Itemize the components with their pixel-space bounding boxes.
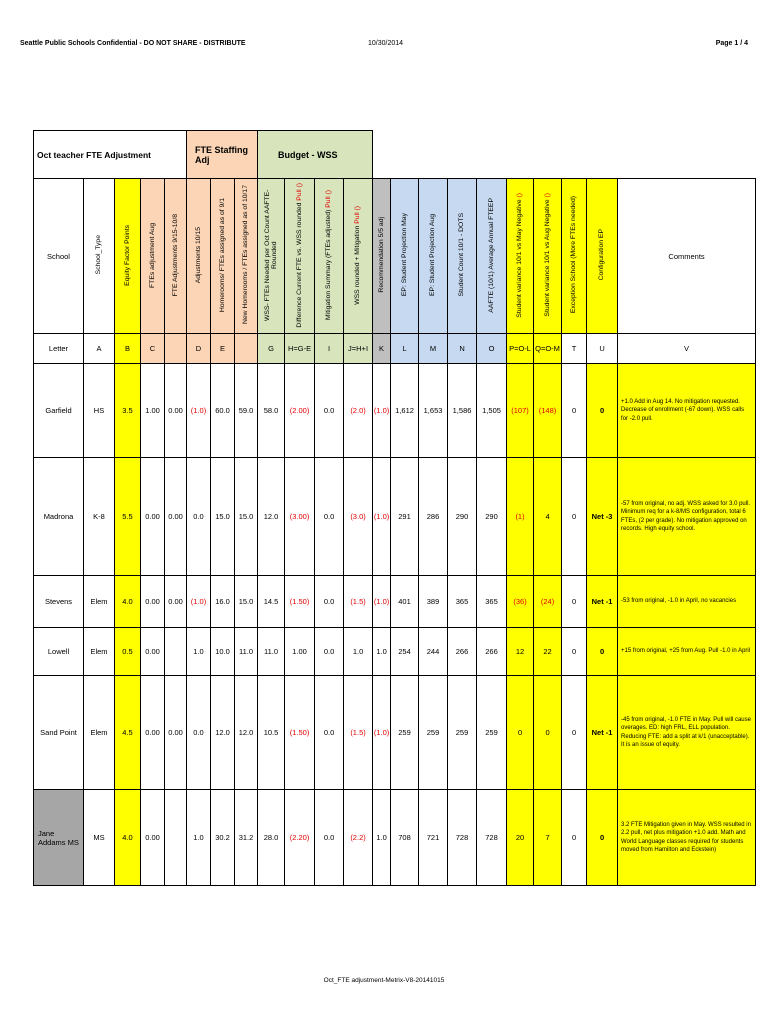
- header-k-label: Recommendation 5/5 adj: [377, 217, 385, 293]
- cell-p: 0: [507, 676, 534, 790]
- cell-n: 266: [448, 628, 477, 676]
- table-title: Oct teacher FTE Adjustment: [34, 131, 187, 179]
- header-c2-label: FTE Adjustments 9/15-10/8: [171, 213, 179, 297]
- header-h: [285, 179, 315, 334]
- cell-t: 0: [562, 364, 587, 458]
- cell-q: 0: [534, 676, 562, 790]
- cell-n: 1,586: [448, 364, 477, 458]
- cell-type: HS: [84, 364, 115, 458]
- blank-header-space: [373, 131, 756, 179]
- cell-comment: -45 from original, -1.0 FTE in May. Pull will cause overages. ED: high FRL, ELL population. Reducing FTE: add a split at k/1 (unacceptable). It is an issue of equity.: [618, 676, 756, 790]
- header-n-label: Student Count 10/1 - DOTS: [458, 213, 466, 297]
- cell-school: Sand Point: [34, 676, 84, 790]
- header-h-pull: Pull (): [295, 182, 303, 201]
- cell-i: 0.0: [315, 790, 344, 886]
- cell-n: 365: [448, 576, 477, 628]
- letter-cell: B: [115, 334, 141, 364]
- letter-cell: Letter: [34, 334, 84, 364]
- cell-e2: 15.0: [235, 576, 258, 628]
- letter-cell: E: [211, 334, 235, 364]
- header-school-label: School: [47, 251, 70, 261]
- header-q: [534, 179, 562, 334]
- table-row: [34, 676, 756, 790]
- cell-j: (1.5): [344, 676, 373, 790]
- letter-cell: H=G-E: [285, 334, 315, 364]
- cell-o: 290: [477, 458, 507, 576]
- header-type-label: School_Type: [95, 235, 103, 275]
- cell-l: 291: [391, 458, 419, 576]
- header-j-pull: Pull (): [354, 205, 362, 224]
- letters-row: [34, 334, 756, 364]
- cell-k: (1.0): [373, 676, 391, 790]
- cell-e2: 31.2: [235, 790, 258, 886]
- cell-p: 20: [507, 790, 534, 886]
- cell-t: 0: [562, 676, 587, 790]
- cell-school: Stevens: [34, 576, 84, 628]
- cell-e2: 15.0: [235, 458, 258, 576]
- header-d-label: Adjustments 10/15: [194, 226, 202, 284]
- header-u: [587, 179, 618, 334]
- letter-cell: [165, 334, 187, 364]
- cell-m: 389: [419, 576, 448, 628]
- header-school: [34, 179, 84, 334]
- table-row: [34, 458, 756, 576]
- cell-h: (1.50): [285, 676, 315, 790]
- cell-m: 286: [419, 458, 448, 576]
- confidential-notice: Seattle Public Schools Confidential - DO NOT SHARE - DISTRIBUTE: [20, 40, 246, 47]
- cell-k: (1.0): [373, 576, 391, 628]
- header-e2: [235, 179, 258, 334]
- cell-o: 728: [477, 790, 507, 886]
- cell-e: 16.0: [211, 576, 235, 628]
- table-row: [34, 790, 756, 886]
- cell-e2: 59.0: [235, 364, 258, 458]
- cell-d: (1.0): [187, 576, 211, 628]
- header-type: [84, 179, 115, 334]
- cell-t: 0: [562, 628, 587, 676]
- cell-c: 0.00: [141, 628, 165, 676]
- cell-j: (2.2): [344, 790, 373, 886]
- header-q-text: Student variance 10/1 vs Aug Negative: [543, 197, 551, 317]
- cell-type: MS: [84, 790, 115, 886]
- header-p-paren: (): [516, 192, 524, 198]
- cell-equity: 3.5: [115, 364, 141, 458]
- cell-c2: [165, 628, 187, 676]
- letter-cell: D: [187, 334, 211, 364]
- cell-u: 0: [587, 364, 618, 458]
- header-g: [258, 179, 285, 334]
- cell-e: 12.0: [211, 676, 235, 790]
- header-j-label: [354, 206, 361, 305]
- header-k: [373, 179, 391, 334]
- header-u-label: Configuration EP: [598, 229, 606, 281]
- cell-p: (36): [507, 576, 534, 628]
- header-m: [419, 179, 448, 334]
- header-e-label: Homerooms/ FTEs assigned as of 9/1: [218, 197, 226, 313]
- cell-j: (2.0): [344, 364, 373, 458]
- cell-c: 0.00: [141, 576, 165, 628]
- cell-e: 30.2: [211, 790, 235, 886]
- letter-cell: I: [315, 334, 344, 364]
- header-t-label: Exception School (More FTEs needed): [570, 196, 578, 314]
- cell-k: (1.0): [373, 458, 391, 576]
- cell-g: 14.5: [258, 576, 285, 628]
- cell-h: (3.00): [285, 458, 315, 576]
- cell-g: 10.5: [258, 676, 285, 790]
- cell-n: 259: [448, 676, 477, 790]
- table-row: [34, 628, 756, 676]
- letter-cell: U: [587, 334, 618, 364]
- cell-u: Net -3: [587, 458, 618, 576]
- cell-m: 259: [419, 676, 448, 790]
- cell-equity: 5.5: [115, 458, 141, 576]
- header-v: [618, 179, 756, 334]
- letter-cell: O: [477, 334, 507, 364]
- fte-adjustment-table: [33, 130, 756, 886]
- cell-comment: 3.2 FTE Mitigation given in May. WSS resulted in 2.2 pull, net plus mitigation +1.0 add. Math and World Language classes required for students moved from Hamilton and Eckstein): [618, 790, 756, 886]
- header-equity: [115, 179, 141, 334]
- letter-cell: N: [448, 334, 477, 364]
- header-q-paren: (): [543, 193, 551, 198]
- cell-e2: 11.0: [235, 628, 258, 676]
- cell-k: (1.0): [373, 364, 391, 458]
- cell-q: 4: [534, 458, 562, 576]
- cell-e: 10.0: [211, 628, 235, 676]
- cell-h: 1.00: [285, 628, 315, 676]
- header-h-text: Difference Current FTE vs. WSS rounded: [295, 200, 303, 328]
- letter-cell: C: [141, 334, 165, 364]
- cell-t: 0: [562, 576, 587, 628]
- cell-c2: 0.00: [165, 458, 187, 576]
- cell-o: 259: [477, 676, 507, 790]
- header-n: [448, 179, 477, 334]
- cell-u: 0: [587, 790, 618, 886]
- cell-g: 58.0: [258, 364, 285, 458]
- cell-u: 0: [587, 628, 618, 676]
- cell-school: Jane Addams MS: [34, 790, 84, 886]
- cell-q: (24): [534, 576, 562, 628]
- column-header-row: [34, 179, 756, 334]
- header-o-label: AAFTE (10/1) Average Annual FTEEP: [487, 197, 495, 313]
- header-i-label: [325, 190, 332, 320]
- header-d: [187, 179, 211, 334]
- cell-i: 0.0: [315, 458, 344, 576]
- cell-comment: -57 from original, no adj. WSS asked for 3.0 pull. Minimum req for a k-8/MS configuration, total 6 FTEs, (2 per grade). No mitigation approved on records. High equity school.: [618, 458, 756, 576]
- cell-type: Elem: [84, 576, 115, 628]
- cell-equity: 0.5: [115, 628, 141, 676]
- cell-k: 1.0: [373, 628, 391, 676]
- cell-t: 0: [562, 458, 587, 576]
- cell-q: 7: [534, 790, 562, 886]
- cell-equity: 4.5: [115, 676, 141, 790]
- cell-t: 0: [562, 790, 587, 886]
- header-q-label: [544, 193, 551, 317]
- letter-cell: K: [373, 334, 391, 364]
- header-g-label: WSS- FTEs Needed per Oct Count AAFTE-Rounded: [263, 189, 279, 321]
- cell-c: 1.00: [141, 364, 165, 458]
- letter-cell: A: [84, 334, 115, 364]
- cell-h: (2.20): [285, 790, 315, 886]
- header-p: [507, 179, 534, 334]
- cell-e: 60.0: [211, 364, 235, 458]
- header-t: [562, 179, 587, 334]
- cell-school: Lowell: [34, 628, 84, 676]
- cell-comment: +15 from original, +25 from Aug. Pull -1.0 in April: [618, 628, 756, 676]
- header-i: [315, 179, 344, 334]
- cell-l: 254: [391, 628, 419, 676]
- cell-q: (148): [534, 364, 562, 458]
- letter-cell: G: [258, 334, 285, 364]
- cell-comment: -53 from original, -1.0 in April, no vacancies: [618, 576, 756, 628]
- cell-p: (107): [507, 364, 534, 458]
- cell-d: 1.0: [187, 790, 211, 886]
- header-v-label: Comments: [668, 251, 705, 261]
- cell-d: 1.0: [187, 628, 211, 676]
- cell-u: Net -1: [587, 576, 618, 628]
- table-row: [34, 364, 756, 458]
- report-date: 10/30/2014: [368, 40, 404, 47]
- cell-d: 0.0: [187, 458, 211, 576]
- header-c2: [165, 179, 187, 334]
- cell-c2: 0.00: [165, 364, 187, 458]
- cell-d: 0.0: [187, 676, 211, 790]
- cell-equity: 4.0: [115, 576, 141, 628]
- cell-e2: 12.0: [235, 676, 258, 790]
- cell-o: 266: [477, 628, 507, 676]
- cell-type: Elem: [84, 676, 115, 790]
- letter-cell: [235, 334, 258, 364]
- cell-o: 365: [477, 576, 507, 628]
- cell-g: 28.0: [258, 790, 285, 886]
- header-o: [477, 179, 507, 334]
- letter-cell: T: [562, 334, 587, 364]
- letter-cell: Q=O-M: [534, 334, 562, 364]
- cell-l: 1,612: [391, 364, 419, 458]
- cell-type: K-8: [84, 458, 115, 576]
- cell-n: 728: [448, 790, 477, 886]
- cell-j: (1.5): [344, 576, 373, 628]
- header-l-label: EP: Student Projection May: [400, 213, 408, 297]
- letter-cell: P=O-L: [507, 334, 534, 364]
- header-m-label: EP: Student Projection Aug: [429, 214, 437, 296]
- header-c: [141, 179, 165, 334]
- cell-g: 12.0: [258, 458, 285, 576]
- cell-i: 0.0: [315, 628, 344, 676]
- header-j-text: WSS rounded + Mitigation: [354, 223, 362, 305]
- cell-i: 0.0: [315, 364, 344, 458]
- cell-e: 15.0: [211, 458, 235, 576]
- cell-l: 259: [391, 676, 419, 790]
- header-c-label: FTEs adjustment Aug: [148, 222, 156, 288]
- footer-filename: Oct_FTE adjustment-Metrix-V8-20141015: [323, 977, 445, 984]
- cell-equity: 4.0: [115, 790, 141, 886]
- group-header-row: [34, 131, 756, 179]
- cell-type: Elem: [84, 628, 115, 676]
- cell-c2: [165, 790, 187, 886]
- cell-c: 0.00: [141, 790, 165, 886]
- header-h-label: [296, 183, 303, 328]
- fte-staffing-group: FTE Staffing Adj: [187, 131, 258, 179]
- cell-c2: 0.00: [165, 576, 187, 628]
- cell-h: (1.50): [285, 576, 315, 628]
- cell-i: 0.0: [315, 576, 344, 628]
- header-i-text: Mitigation Summary (FTEs adjusted): [325, 207, 333, 320]
- cell-school: Garfield: [34, 364, 84, 458]
- cell-school: Madrona: [34, 458, 84, 576]
- header-i-pull: Pull (): [325, 190, 333, 208]
- header-l: [391, 179, 419, 334]
- page-number: Page 1 / 4: [715, 40, 748, 47]
- cell-c2: 0.00: [165, 676, 187, 790]
- header-p-text: Student variance 10/1 vs May Negative: [516, 197, 524, 318]
- cell-l: 401: [391, 576, 419, 628]
- cell-comment: +1.0 Add in Aug 14. No mitigation requested. Decrease of enrollment (-67 down). WSS calls for -2.0 pull.: [618, 364, 756, 458]
- letter-cell: J=H+I: [344, 334, 373, 364]
- cell-k: 1.0: [373, 790, 391, 886]
- cell-c: 0.00: [141, 458, 165, 576]
- cell-o: 1,505: [477, 364, 507, 458]
- cell-p: 12: [507, 628, 534, 676]
- cell-c: 0.00: [141, 676, 165, 790]
- cell-l: 708: [391, 790, 419, 886]
- cell-n: 290: [448, 458, 477, 576]
- cell-u: Net -1: [587, 676, 618, 790]
- letter-cell: V: [618, 334, 756, 364]
- header-equity-label: Equity Factor Points: [123, 224, 131, 286]
- header-e2-label: New Homerooms / FTEs assigned as of 10/17: [242, 185, 250, 325]
- budget-wss-group: Budget - WSS: [258, 131, 373, 179]
- table-row: [34, 576, 756, 628]
- cell-m: 1,653: [419, 364, 448, 458]
- cell-j: 1.0: [344, 628, 373, 676]
- header-j: [344, 179, 373, 334]
- cell-d: (1.0): [187, 364, 211, 458]
- header-p-label: [516, 193, 523, 318]
- cell-m: 244: [419, 628, 448, 676]
- cell-i: 0.0: [315, 676, 344, 790]
- cell-j: (3.0): [344, 458, 373, 576]
- cell-g: 11.0: [258, 628, 285, 676]
- letter-cell: L: [391, 334, 419, 364]
- cell-q: 22: [534, 628, 562, 676]
- letter-cell: M: [419, 334, 448, 364]
- cell-m: 721: [419, 790, 448, 886]
- header-e: [211, 179, 235, 334]
- cell-p: (1): [507, 458, 534, 576]
- cell-h: (2.00): [285, 364, 315, 458]
